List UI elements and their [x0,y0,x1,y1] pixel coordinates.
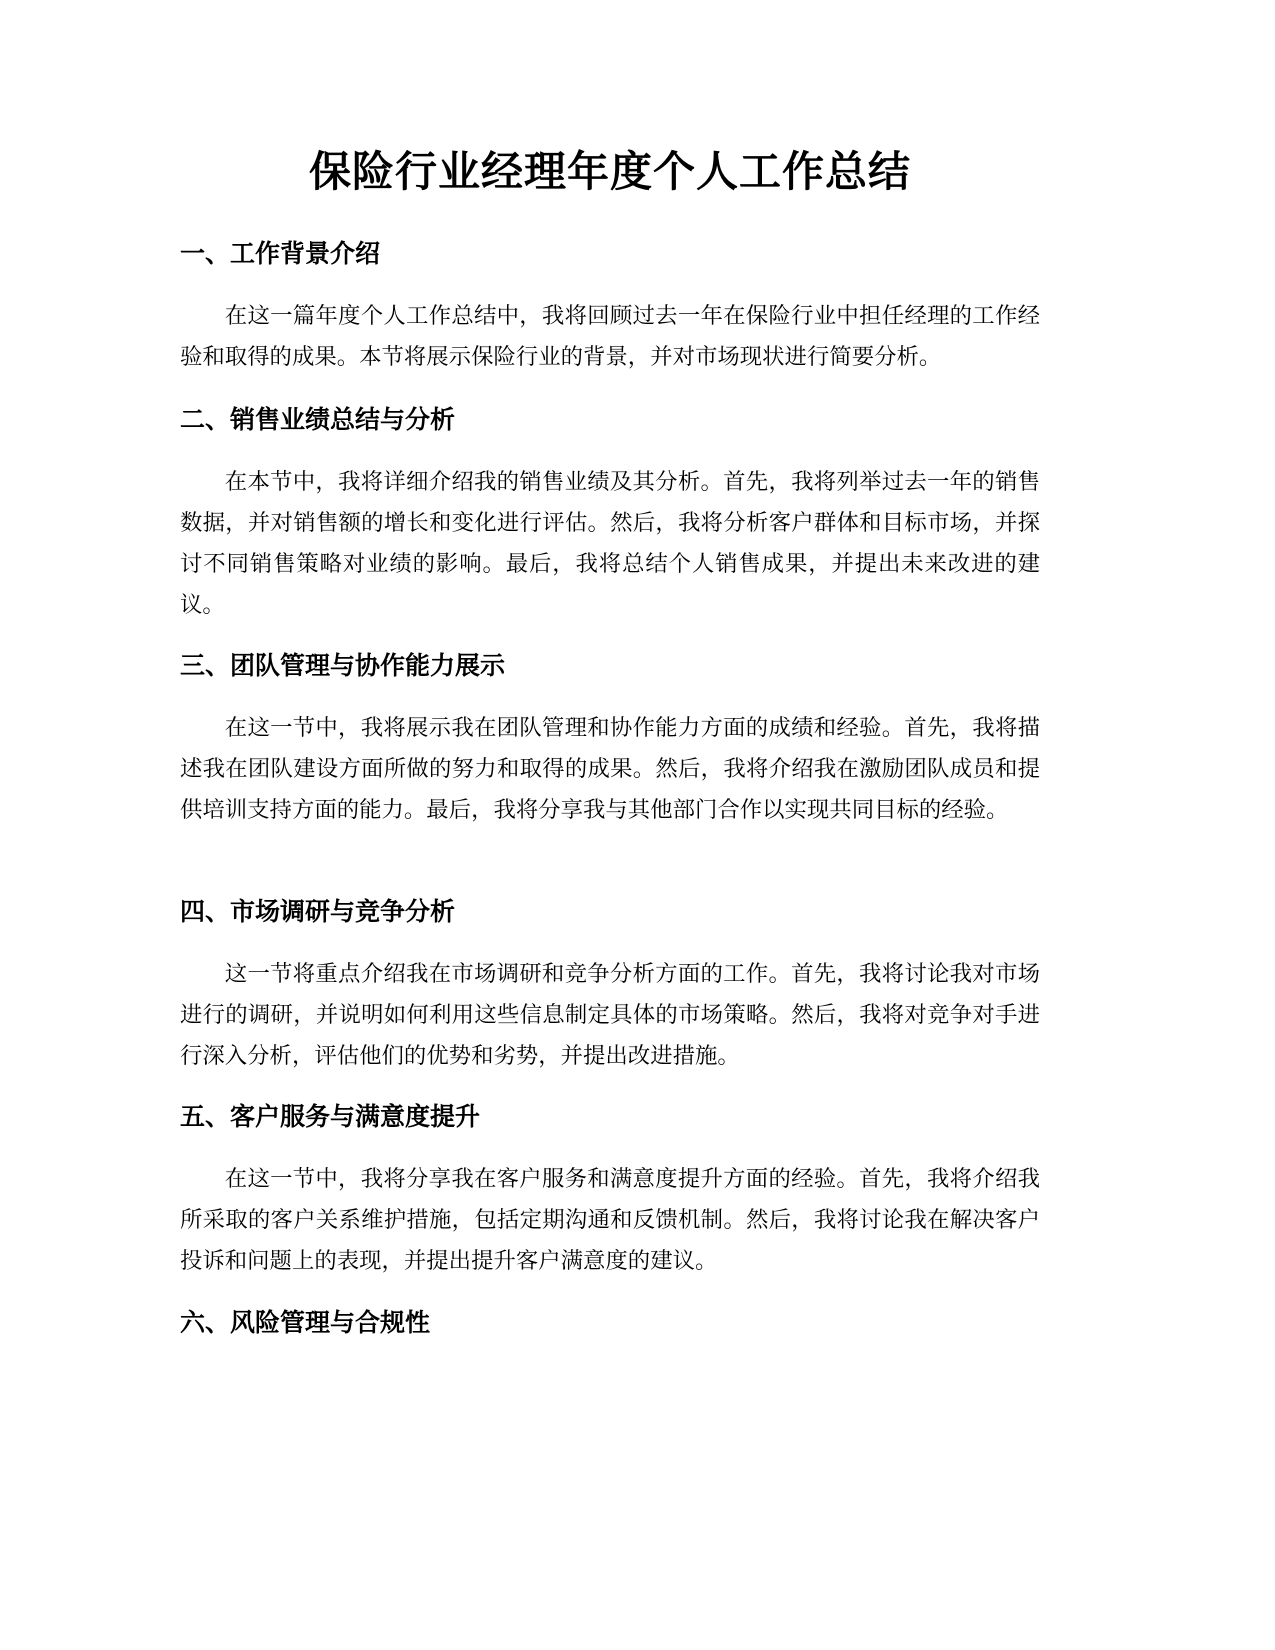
section-body-market: 这一节将重点介绍我在市场调研和竞争分析方面的工作。首先，我将讨论我对市场进行的调研，并说明如何利用这些信息制定具体的市场策略。然后，我将对竞争对手进行深入分析，评估他们的优势和劣势，并提出改进措施。 [180,961,1040,1069]
section-body-background: 在这一篇年度个人工作总结中，我将回顾过去一年在保险行业中担任经理的工作经验和取得的成果。本节将展示保险行业的背景，并对市场现状进行简要分析。 [180,303,1040,370]
section-heading-risk: 六、风险管理与合规性 [180,1308,431,1337]
document-title: 保险行业经理年度个人工作总结 [308,147,911,196]
section-body-sales: 在本节中，我将详细介绍我的销售业绩及其分析。首先，我将列举过去一年的销售数据，并对销售额的增长和变化进行评估。然后，我将分析客户群体和目标市场，并探讨不同销售策略对业绩的影响。最后，我将总结个人销售成果，并提出未来改进的建议。 [180,469,1040,618]
section-body-team: 在这一节中，我将展示我在团队管理和协作能力方面的成绩和经验。首先，我将描述我在团队建设方面所做的努力和取得的成果。然后，我将介绍我在激励团队成员和提供培训支持方面的能力。最后，我将分享我与其他部门合作以实现共同目标的经验。 [180,715,1040,823]
section-heading-sales: 二、销售业绩总结与分析 [180,405,456,434]
section-heading-market: 四、市场调研与竞争分析 [180,897,456,926]
section-heading-customer: 五、客户服务与满意度提升 [180,1102,481,1131]
section-body-customer: 在这一节中，我将分享我在客户服务和满意度提升方面的经验。首先，我将介绍我所采取的客户关系维护措施，包括定期沟通和反馈机制。然后，我将讨论我在解决客户投诉和问题上的表现，并提出提升客户满意度的建议。 [180,1166,1040,1274]
section-heading-team: 三、团队管理与协作能力展示 [180,651,506,680]
section-heading-background: 一、工作背景介绍 [180,239,381,268]
